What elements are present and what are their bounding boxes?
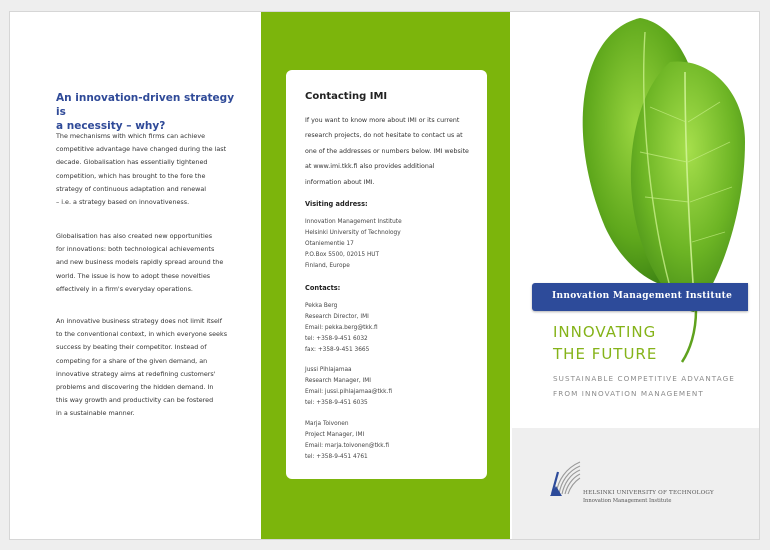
subtitle-line: FROM INNOVATION MANAGEMENT xyxy=(553,389,704,398)
text-line: effectively in a firm's everyday operations. xyxy=(56,284,193,293)
university-footer xyxy=(512,428,759,539)
text-line: in a sustainable manner. xyxy=(56,409,135,418)
text-line: An innovative business strategy does not limit itself xyxy=(56,317,222,325)
address-line: Innovation Management Institute xyxy=(305,219,402,225)
text-line: success by beating their competitor. Instead of xyxy=(56,343,207,352)
imi-banner xyxy=(532,283,748,311)
institute-line: Innovation Management Institute xyxy=(583,498,672,504)
contact-role: Research Director, IMI xyxy=(305,314,369,320)
text-line: decade. Globalisation has essentially tightened xyxy=(56,158,208,167)
address-line: Otaniementie 17 xyxy=(305,241,354,247)
paragraph-1 xyxy=(56,130,230,209)
cover-subtitle xyxy=(553,371,735,401)
right-cover-panel xyxy=(510,12,759,539)
text-line: world. The issue is how to adopt these novelties xyxy=(56,271,211,280)
address-line: P.O.Box 5500, 02015 HUT xyxy=(305,252,380,258)
text-line: information about IMI. xyxy=(305,178,375,186)
visiting-address-label: Visiting address: xyxy=(305,200,368,208)
contacts-label: Contacts: xyxy=(305,284,341,292)
contact-name: Jussi Pihlajamaa xyxy=(305,367,352,373)
contact-name: Pekka Berg xyxy=(305,303,338,309)
contact-email: Email: marja.toivonen@tkk.fi xyxy=(305,443,390,449)
text-line: – i.e. a strategy based on innovativeness. xyxy=(56,198,190,207)
address-line: Helsinki University of Technology xyxy=(305,230,401,236)
contact-tel: tel: +358-9-451 6035 xyxy=(305,400,368,406)
heading-line: An innovation-driven strategy is xyxy=(56,92,235,118)
contact-fax: fax: +358-9-451 3665 xyxy=(305,347,370,353)
university-line: HELSINKI UNIVERSITY OF TECHNOLOGY xyxy=(583,490,714,496)
banner-text: Innovation Management Institute xyxy=(552,291,733,301)
subtitle-line: SUSTAINABLE COMPETITIVE ADVANTAGE xyxy=(553,374,735,383)
address-line: Finland, Europe xyxy=(305,263,350,269)
text-line: competition, which has brought to the fore the xyxy=(56,171,206,180)
left-heading xyxy=(56,91,246,133)
paragraph-3 xyxy=(56,315,230,421)
contact-tel: tel: +358-9-451 4761 xyxy=(305,454,368,460)
contact-role: Project Manager, IMI xyxy=(305,432,365,438)
contact-email: Email: pekka.berg@tkk.fi xyxy=(305,325,378,331)
text-line: If you want to know more about IMI or its current xyxy=(305,117,460,124)
contact-email: Email: jussi.pihlajamaa@tkk.fi xyxy=(305,389,392,395)
text-line: competitive advantage have changed during the last xyxy=(56,145,227,154)
green-leaf-image xyxy=(510,12,759,372)
brochure xyxy=(9,11,760,540)
text-line: strategy of continuous adaptation and renewal xyxy=(56,184,207,193)
middle-green-panel xyxy=(261,12,510,539)
text-line: and new business models rapidly spread around the xyxy=(56,258,224,267)
heading-line: a necessity – why? xyxy=(56,120,166,132)
university-name xyxy=(583,490,714,504)
text-line: at www.imi.tkk.fi also provides additional xyxy=(305,163,435,171)
text-line: The mechanisms with which firms can achieve xyxy=(56,132,206,140)
text-line: research projects, do not hesitate to contact us at xyxy=(305,132,463,140)
contact-role: Research Manager, IMI xyxy=(305,378,371,384)
hut-logo-icon xyxy=(548,458,582,498)
text-line: to the conventional context, in which everyone seeks xyxy=(56,330,228,339)
text-line: Globalisation has also created new opportunities xyxy=(56,232,213,240)
cover-title xyxy=(553,321,657,365)
left-panel xyxy=(10,12,261,539)
text-line: problems and discovering the hidden demand. In xyxy=(56,383,214,392)
text-line: for innovations: both technological achievements xyxy=(56,245,215,254)
card-title: Contacting IMI xyxy=(305,91,388,102)
title-line: INNOVATING xyxy=(553,323,657,341)
text-line: this way growth and productivity can be fostered xyxy=(56,396,214,405)
title-line: THE FUTURE xyxy=(553,345,658,363)
contact-card xyxy=(286,70,487,479)
text-line: innovative strategy aims at redefining customers' xyxy=(56,369,216,378)
card-intro xyxy=(305,113,472,190)
text-line: competing for a share of the given demand, an xyxy=(56,356,208,365)
contact-name: Marja Toivonen xyxy=(305,421,349,427)
paragraph-2 xyxy=(56,230,230,296)
text-line: one of the addresses or numbers below. IMI website xyxy=(305,147,469,155)
contact-tel: tel: +358-9-451 6032 xyxy=(305,336,368,342)
